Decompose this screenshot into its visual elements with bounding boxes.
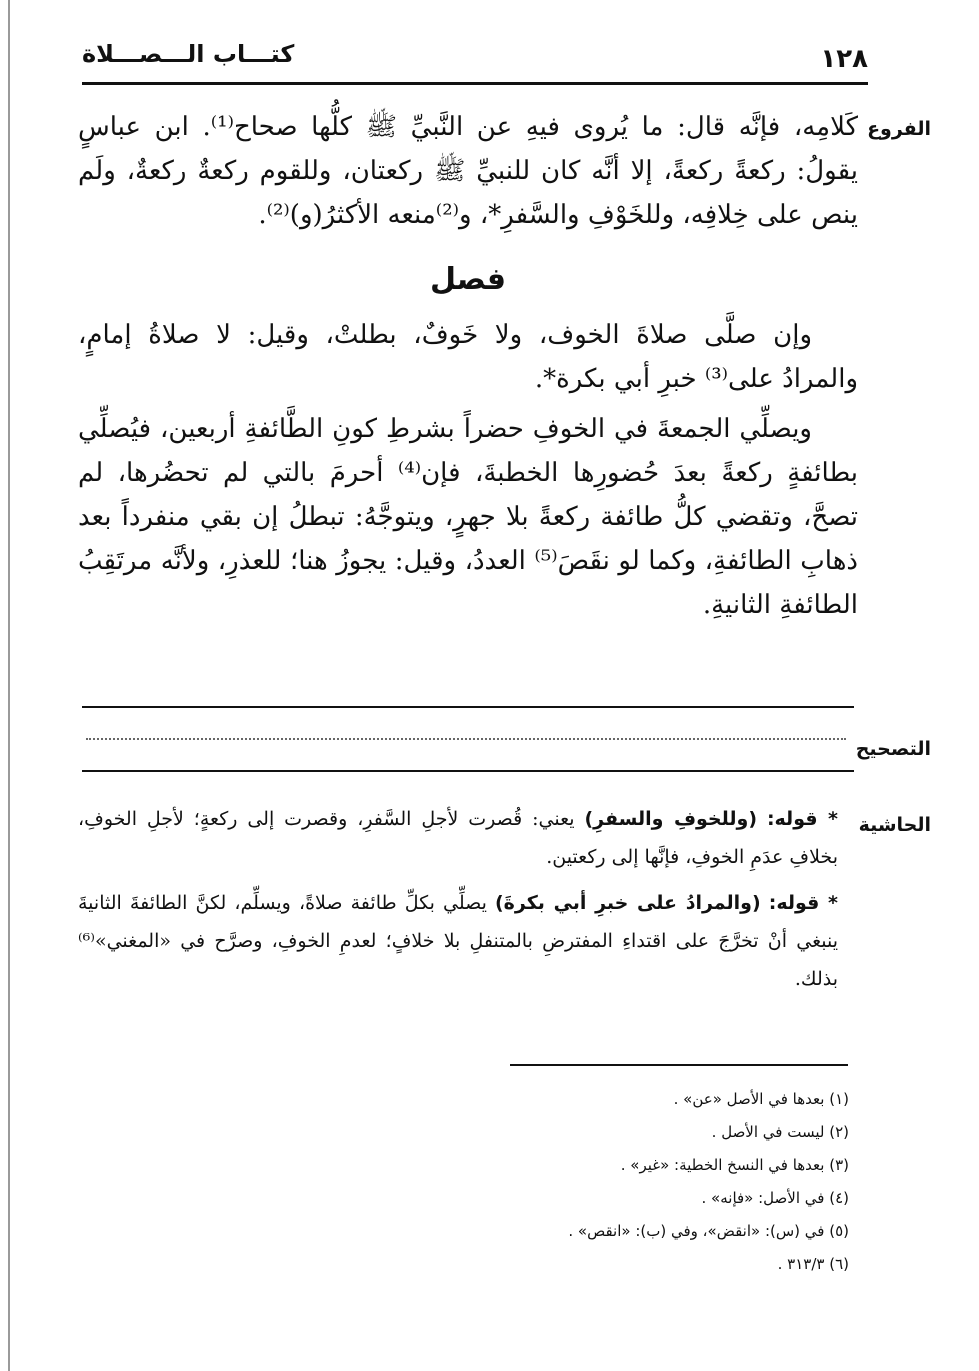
furu-paragraph-1: كَلامِه، فإنَّه قال: ما يُروى فيهِ عن النَّبيِّ ﷺ كلُّها صحاح⁽¹⁾. ابن عباسٍ يقولُ: ركعةً ركعةً، إلا أنَّه كان للنبيِّ ﷺ ركعتان، وللقوم ركعةٌ ركعةٌ، ولَم ينص على خِلافِه، وللخَوْفِ والسَّفرِ*، و⁽²⁾منعه الأكثرُ(و)⁽²⁾. (78, 112, 858, 230)
note-1-marker: * قوله: (766, 808, 838, 830)
note-2-marker: * قوله: (768, 892, 838, 914)
note-2-quote: (والمرادُ على خبرِ أبي بكرةَ) (494, 892, 761, 914)
footnote-3: (٣) بعدها في النسخ الخطية: «غير» . (620, 1156, 849, 1174)
footnotes (429, 1083, 849, 1281)
note-2-body: يصلِّي بكلِّ طائفة صلاةً، ويسلِّم، لكنَّ الطائفةَ الثانيةَ ينبغي أنْ تخرَّجَ على اقتداءِ المفترضِ بالمتنفلِ بلا خلافٍ؛ لعدمِ الخوفِ، وصرَّح في «المغني»⁽⁶⁾ بذلك. (78, 892, 838, 990)
furu-text-block-2 (78, 313, 858, 627)
furu-paragraph-2: وإن صلَّى صلاةَ الخوف، ولا خَوفٌ، بطلتْ، وقيل: لا صلاةُ إمامٍ، والمرادُ على⁽³⁾ خبرِ أبي بكرة*. (78, 320, 858, 394)
furu-label: الفروع (867, 118, 931, 140)
furu-paragraph-3: ويصلِّي الجمعةَ في الخوفِ حضراً بشرطِ كونِ الطَّائفةِ أربعين، فيُصلِّي بطائفةٍ ركعةً بعدَ حُضورِها الخطبةَ، فإن⁽⁴⁾ أحرمَ بالتي لم تحضُرها، لم تصحَّ، وتقضي كلُّ طائفة ركعةً بلا جهرٍ، ويتوجَّهُ: تبطلُ إن بقي منفرداً بعد ذهابِ الطائفةِ، وكما لو نقَصَ⁽⁵⁾ العددُ، وقيل: يجوزُ هنا؛ للعذرِ، ولأنَّه مرتَقِبُ الطائفةِ الثانيةِ. (78, 414, 859, 620)
hashiya-label: الحاشية (858, 814, 931, 836)
furu-text-block (78, 105, 858, 237)
separator-rule-bottom (82, 770, 854, 772)
running-title: كتـــاب الـــصـــلاة (82, 40, 295, 68)
footnote-5: (٥) في (س): «انقض»، وفي (ب): «انقص» . (568, 1222, 849, 1240)
note-1-quote: (وللخوفِ والسفرِ) (584, 808, 757, 830)
note-1-body: يعني: قُصرت لأجلِ السَّفرِ، وقصرت إلى ركعةٍ؛ لأجلِ الخوفِ، بخلافِ عدَمِ الخوفِ، فإنَّها إلى ركعتين. (78, 808, 838, 868)
footnote-1: (١) بعدها في الأصل «عن» . (673, 1090, 849, 1108)
section-heading: فصل (430, 262, 506, 297)
page-header (82, 34, 868, 86)
hashiya-note-1 (78, 800, 838, 876)
page-number: ١٢٨ (820, 44, 868, 74)
footnote-2: (٢) ليست في الأصل . (711, 1123, 849, 1141)
footnote-separator (510, 1064, 848, 1066)
footnote-6: (٦) ٣١٣/٣ . (777, 1255, 849, 1273)
footnote-4: (٤) في الأصل: «فإنه» . (701, 1189, 849, 1207)
tashih-label: التصحيح (855, 738, 931, 760)
separator-rule-top (82, 706, 854, 708)
page-edge-rule (8, 0, 10, 1371)
tashih-dotted-line (86, 738, 846, 740)
hashiya-text-block (78, 800, 838, 1006)
header-rule (82, 82, 868, 85)
hashiya-note-2 (78, 884, 838, 998)
